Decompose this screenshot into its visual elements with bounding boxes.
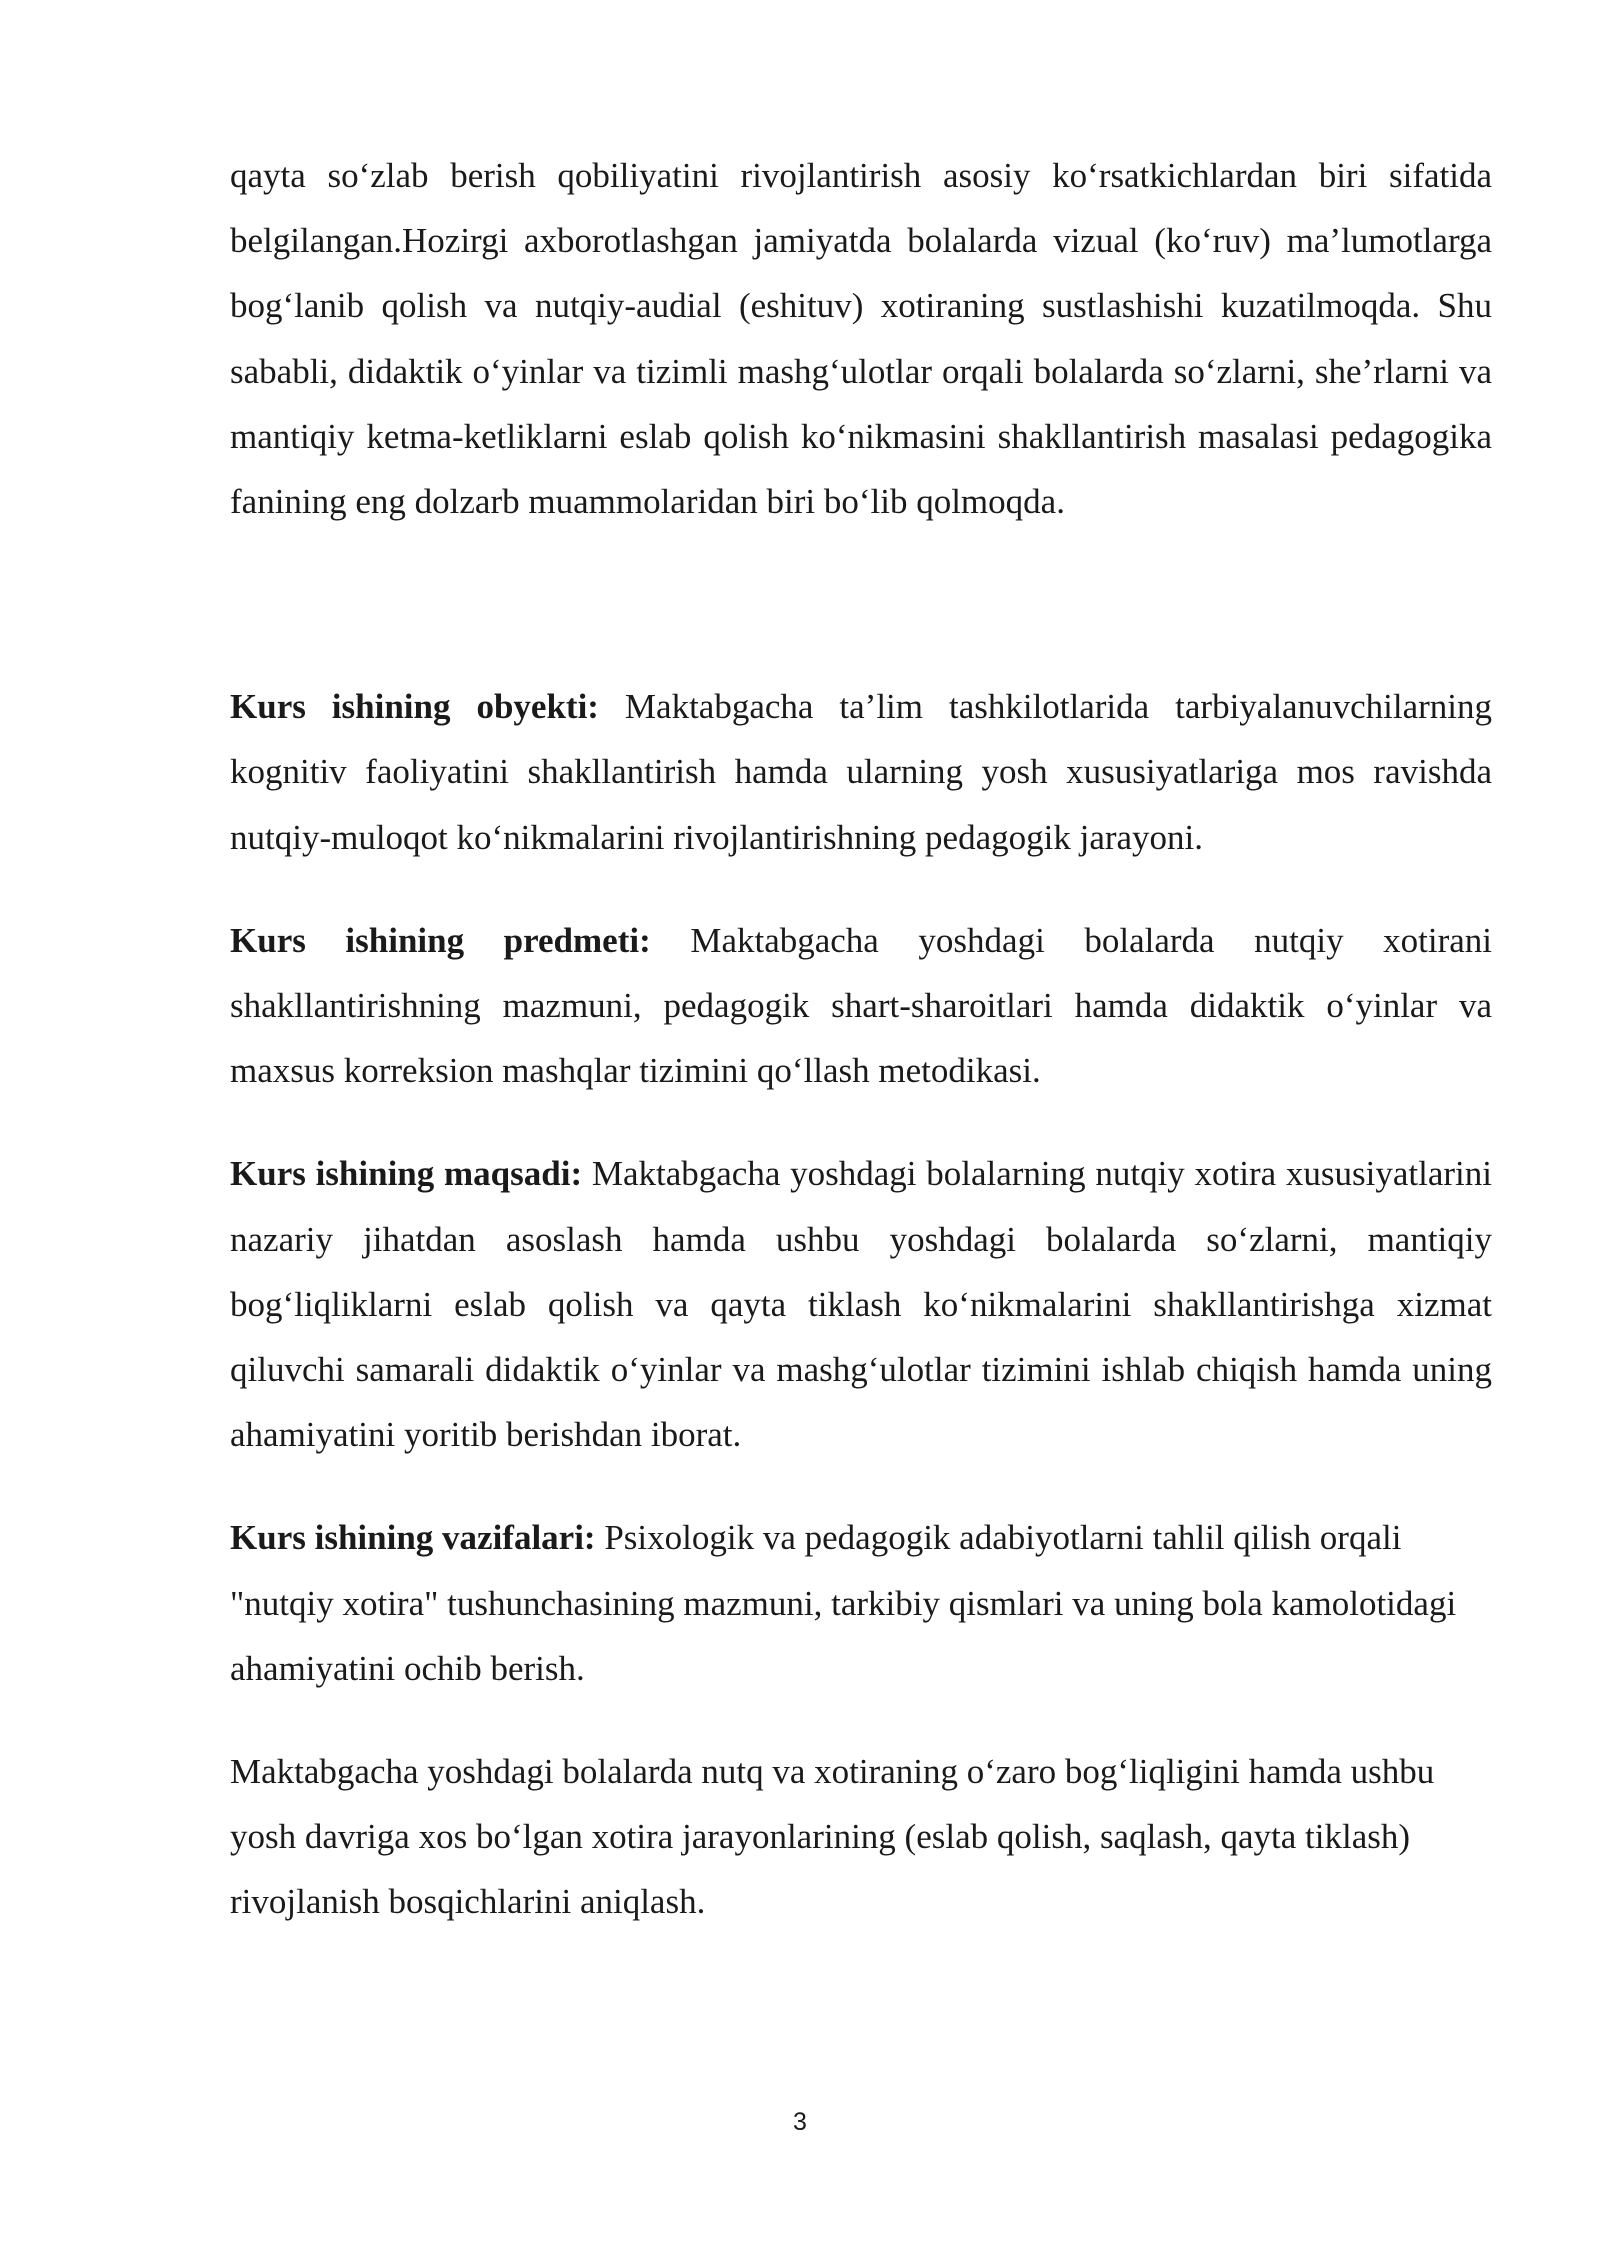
object-text: Maktabgacha ta’lim tashkilotlarida tarbiyalanuvchilarning kognitiv faoliyatini shakllantirish hamda ularning yosh xususiyatlariga mos ravishda nutqiy-muloqot ko‘nikmalarini rivojlantirishning pedagogik jarayoni. <box>230 687 1492 857</box>
object-paragraph <box>230 674 1492 870</box>
intro-paragraph <box>230 143 1492 534</box>
page-number: 3 <box>793 2108 807 2136</box>
tasks-paragraph <box>230 1505 1492 1701</box>
task2-paragraph <box>230 1739 1492 1935</box>
intro-text: qayta so‘zlab berish qobiliyatini rivojlantirish asosiy ko‘rsatkichlardan biri sifatida belgilangan.Hozirgi axborotlashgan jamiyatda bolalarda vizual (ko‘ruv) ma’lumotlarga bog‘lanib qolish va nutqiy-audial (eshituv) xotiraning sustlashishi kuzatilmoqda. Shu sababli, didaktik o‘yinlar va tizimli mashg‘ulotlar orqali bolalarda so‘zlarni, she’rlarni va mantiqiy ketma-ketliklarni eslab qolish ko‘nikmasini shakllantirish masalasi pedagogika fanining eng dolzarb muammolaridan biri bo‘lib qolmoqda. <box>230 156 1492 522</box>
object-label: Kurs ishining obyekti: <box>230 687 599 727</box>
aim-label: Kurs ishining maqsadi: <box>230 1154 583 1194</box>
tasks-text: Psixologik va pedagogik adabiyotlarni tahlil qilish orqali "nutqiy xotira" tushunchasining mazmuni, tarkibiy qismlari va uning bola kamolotidagi ahamiyatini ochib berish. <box>230 1518 1457 1688</box>
task2-text: Maktabgacha yoshdagi bolalarda nutq va xotiraning o‘zaro bog‘liqligini hamda ushbu yosh davriga xos bo‘lgan xotira jarayonlarining (eslab qolish, saqlash, qayta tiklash) rivojlanish bosqichlarini aniqlash. <box>230 1752 1435 1922</box>
subject-text: Maktabgacha yoshdagi bolalarda nutqiy xotirani shakllantirishning mazmuni, pedagogik shart-sharoitlari hamda didaktik o‘yinlar va maxsus korreksion mashqlar tizimini qo‘llash metodikasi. <box>230 920 1492 1091</box>
aim-paragraph <box>230 1141 1492 1467</box>
subject-paragraph <box>230 908 1492 1104</box>
tasks-label: Kurs ishining vazifalari: <box>230 1518 596 1558</box>
subject-label: Kurs ishining predmeti: <box>230 920 651 960</box>
page-content <box>230 143 1492 1935</box>
aim-text: Maktabgacha yoshdagi bolalarning nutqiy xotira xususiyatlarini nazariy jihatdan asoslash hamda ushbu yoshdagi bolalarda so‘zlarni, mantiqiy bog‘liqliklarni eslab qolish va qayta tiklash ko‘nikmalarini shakllantirishga xizmat qiluvchi samarali didaktik o‘yinlar va mashg‘ulotlar tizimini ishlab chiqish hamda uning ahamiyatini yoritib berishdan iborat. <box>230 1154 1493 1455</box>
